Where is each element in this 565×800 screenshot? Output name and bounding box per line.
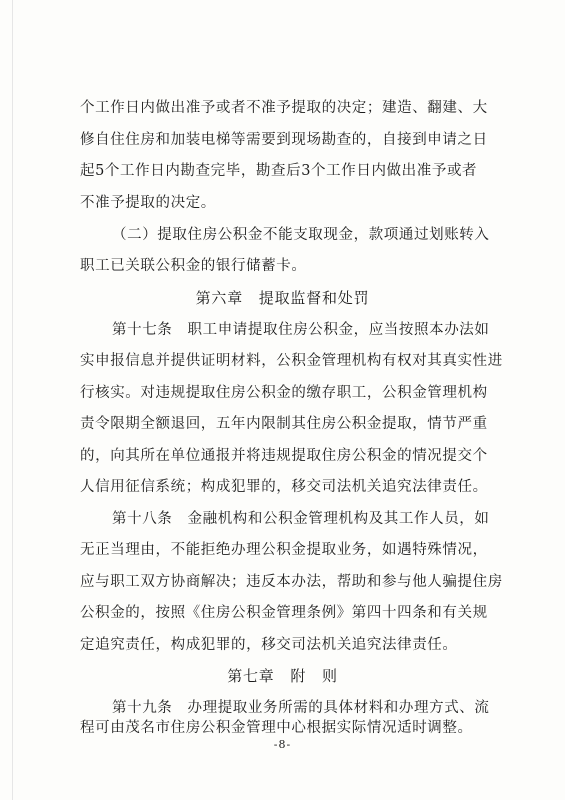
article-17-line: 的，向其所在单位通报并将违规提取住房公积金的情况提交个 [80,448,488,464]
paragraph-line: 修自住住房和加装电梯等需要到现场勘查的，自接到申请之日 [80,132,488,148]
article-17-line: 行核实。对违规提取住房公积金的缴存职工，公积金管理机构 [80,385,488,401]
article-18-line: 公积金的，按照《住房公积金管理条例》第四十四条和有关规 [80,605,488,621]
chapter-6-title: 第六章 提取监督和处罚 [195,289,370,307]
article-17-line: 第十七条 职工申请提取住房公积金，应当按照本办法如 [112,322,490,338]
page-number: -8- [273,738,292,751]
article-18-line: 应与职工双方协商解决；违反本办法，帮助和参与他人骗提住房 [80,574,503,590]
article-18-line: 定追究责任，构成犯罪的，移交司法机关追究法律责任。 [80,637,458,653]
article-19-line: 程可由茂名市住房公积金管理中心根据实际情况适时调整。 [80,720,473,736]
chapter-7-title: 第七章 附 则 [227,667,338,685]
article-18-line: 无正当理由，不能拒绝办理公积金提取业务，如遇特殊情况， [80,542,488,558]
article-17-line: 人信用征信系统；构成犯罪的，移交司法机关追究法律责任。 [80,479,488,495]
article-17-line: 责令限期全额退回，五年内限制其住房公积金提取，情节严重 [80,416,488,432]
article-17-line: 实申报信息并提供证明材料，公积金管理机构有权对其真实性进 [80,353,503,369]
paragraph-line: 个工作日内做出准予或者不准予提取的决定；建造、翻建、大 [80,100,488,116]
paragraph-line: 不准予提取的决定。 [80,195,216,211]
paragraph-line: 职工已关联公积金的银行储蓄卡。 [80,258,307,274]
paragraph-line: 起5个工作日内勘查完毕，勘查后3个工作日内做出准予或者 [80,163,478,179]
article-18-line: 第十八条 金融机构和公积金管理机构及其工作人员，如 [112,511,490,527]
article-19-line: 第十九条 办理提取业务所需的具体材料和办理方式、流 [112,700,490,716]
paragraph-line: （二）提取住房公积金不能支取现金，款项通过划账转入 [112,227,490,243]
